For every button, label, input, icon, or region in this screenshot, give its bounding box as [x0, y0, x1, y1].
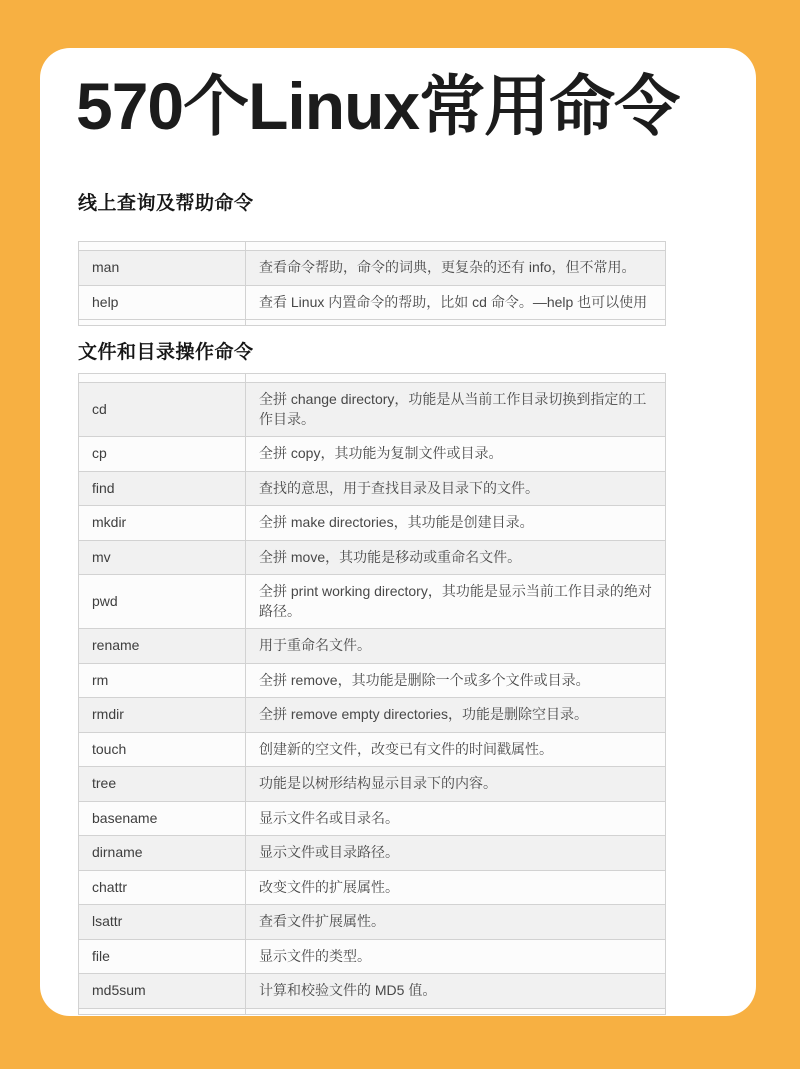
table-row	[79, 697, 665, 732]
command-description-cell: 全拼 print working directory，其功能是显示当前工作目录的绝对路径。	[259, 583, 652, 619]
command-name-cell: file	[79, 940, 246, 974]
command-name-cell: lsattr	[79, 905, 246, 939]
command-description-cell: 计算和校验文件的 MD5 值。	[259, 982, 437, 998]
command-section	[78, 188, 756, 326]
table-row	[79, 835, 665, 870]
command-section	[78, 337, 756, 1015]
sections-container	[76, 188, 756, 1015]
command-name-cell: md5sum	[79, 974, 246, 1008]
command-description-cell: 查看命令帮助，命令的词典，更复杂的还有 info，但不常用。	[259, 259, 636, 275]
command-name-cell: cp	[79, 437, 246, 471]
command-description-cell: 全拼 change directory，功能是从当前工作目录切换到指定的工作目录。	[259, 391, 647, 427]
command-description-cell: 查看文件扩展属性。	[259, 913, 385, 929]
page-title: 570个Linux常用命令	[76, 69, 680, 143]
table-row	[79, 628, 665, 663]
command-name-cell: dirname	[79, 836, 246, 870]
command-name-cell: find	[79, 472, 246, 506]
command-table	[78, 373, 666, 1015]
table-row	[79, 574, 665, 628]
command-name-cell: touch	[79, 733, 246, 767]
command-name-cell: chattr	[79, 871, 246, 905]
card-content	[40, 48, 756, 1015]
command-description-cell: 创建新的空文件，改变已有文件的时间戳属性。	[259, 740, 553, 757]
table-row	[79, 663, 665, 698]
command-description-cell: 全拼 make directories，其功能是创建目录。	[259, 514, 534, 530]
cropped-command-cell	[79, 320, 246, 325]
command-name-cell: man	[79, 251, 246, 285]
command-description-cell: 显示文件或目录路径。	[259, 844, 399, 860]
command-description-cell: 显示文件的类型。	[259, 947, 371, 964]
command-name-cell: rm	[79, 664, 246, 698]
cropped-command-cell	[79, 242, 246, 250]
table-cropped-edge-row	[79, 242, 665, 250]
table-row	[79, 732, 665, 767]
table-row	[79, 973, 665, 1008]
table-row	[79, 766, 665, 801]
table-cropped-edge-row	[79, 319, 665, 325]
command-name-cell: cd	[79, 383, 246, 436]
table-row	[79, 505, 665, 540]
table-row	[79, 471, 665, 506]
table-cropped-edge-row	[79, 374, 665, 382]
command-name-cell: rmdir	[79, 698, 246, 732]
cropped-description-cell	[246, 374, 665, 382]
command-description-cell: 功能是以树形结构显示目录下的内容。	[259, 775, 497, 791]
command-name-cell: pwd	[79, 575, 246, 628]
table-row	[79, 250, 665, 285]
command-description-cell: 用于重命名文件。	[259, 637, 371, 653]
cropped-command-cell	[79, 374, 246, 382]
command-description-cell: 全拼 copy，其功能为复制文件或目录。	[259, 445, 503, 461]
section-heading: 文件和目录操作命令	[78, 342, 254, 363]
command-name-cell: basename	[79, 802, 246, 836]
table-row	[79, 870, 665, 905]
command-description-cell: 显示文件名或目录名。	[259, 809, 399, 826]
command-name-cell: mkdir	[79, 506, 246, 540]
command-name-cell: tree	[79, 767, 246, 801]
command-name-cell: rename	[79, 629, 246, 663]
cropped-description-cell	[246, 242, 665, 250]
command-name-cell: help	[79, 286, 246, 320]
table-row	[79, 939, 665, 974]
content-card	[40, 48, 756, 1016]
table-row	[79, 801, 665, 836]
table-row	[79, 382, 665, 436]
table-row	[79, 904, 665, 939]
command-description-cell: 全拼 move，其功能是移动或重命名文件。	[259, 548, 522, 565]
cropped-description-cell	[246, 320, 665, 325]
command-description-cell: 改变文件的扩展属性。	[259, 878, 399, 895]
table-row	[79, 540, 665, 575]
command-name-cell: mv	[79, 541, 246, 575]
command-description-cell: 全拼 remove empty directories，功能是删除空目录。	[259, 706, 589, 722]
table-cropped-edge-row	[79, 1008, 665, 1014]
command-description-cell: 全拼 remove，其功能是删除一个或多个文件或目录。	[259, 671, 590, 688]
section-heading: 线上查询及帮助命令	[78, 193, 254, 214]
table-row	[79, 285, 665, 320]
command-description-cell: 查看 Linux 内置命令的帮助，比如 cd 命令。—help 也可以使用	[259, 293, 648, 310]
table-row	[79, 436, 665, 471]
cropped-command-cell	[79, 1009, 246, 1014]
command-description-cell: 查找的意思，用于查找目录及目录下的文件。	[259, 479, 539, 496]
cropped-description-cell	[246, 1009, 665, 1014]
command-table	[78, 241, 666, 326]
